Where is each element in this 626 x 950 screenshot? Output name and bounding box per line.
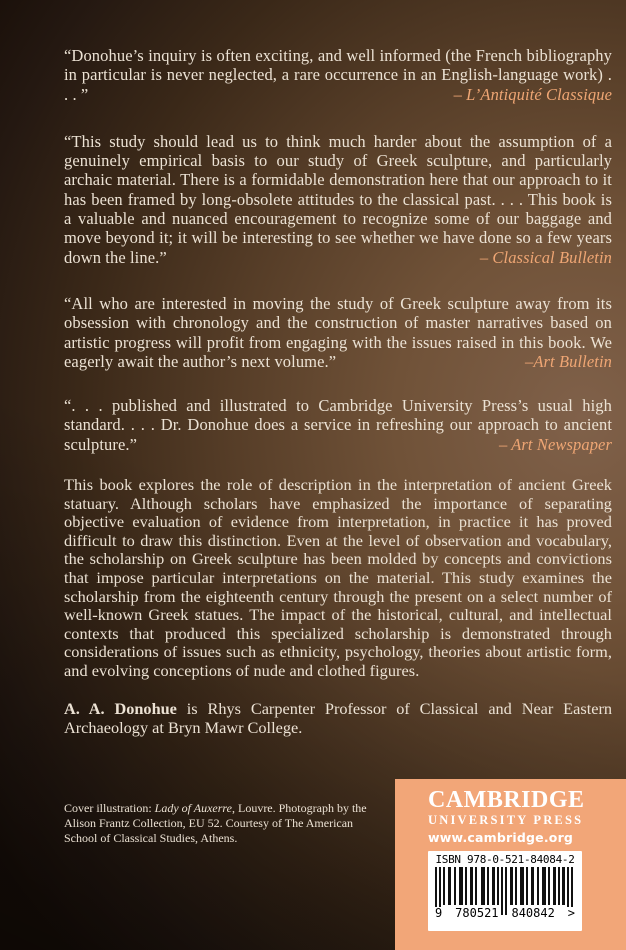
publisher-website: www.cambridge.org <box>428 830 574 845</box>
author-name: A. A. Donohue <box>64 698 177 718</box>
review-quote-3 <box>64 294 612 371</box>
back-cover-text-column <box>64 46 612 738</box>
publisher-panel <box>395 779 626 950</box>
quote-text: “All who are interested in moving the study of Greek sculpture away from its obsession with chronology and the construction of master narratives based on artistic progress will profit from engaging with the issues raised in this book. We eagerly await the author’s next volume.” <box>64 293 612 371</box>
quote-text: “This study should lead us to think much harder about the assumption of a genuinely empirical basis to our study of Greek sculpture, and particularly archaic material. There is a formidable demonstration here that our approach to it has been framed by long-obsolete attitudes to the classical past. . . . This book is a valuable and nuanced encouragement to recognize some of our baggage and move beyond it; it will be interesting to see whether we have done so a few years down the line.” <box>64 131 612 267</box>
credit-prefix: Cover illustration: <box>64 801 155 815</box>
quote-attribution: –Art Bulletin <box>525 351 612 371</box>
review-quote-2 <box>64 132 612 267</box>
quote-text: “Donohue’s inquiry is often exciting, and well informed (the French bibliography in particular is never neglected, a rare occurrence in an English-language work) . . . ” <box>64 46 612 104</box>
isbn-label: ISBN 978-0-521-84084-2 <box>435 853 575 866</box>
isbn-barcode-box <box>428 851 582 931</box>
book-description: This book explores the role of description in the interpretation of ancient Greek statuary. Although scholars have emphasized the importance of separating objective evaluation of evidence from interpretation, in practice it has proved difficult to draw this distinction. Even at the level of observation and vocabulary, the scholarship on Greek sculpture has been molded by concepts and convictions that impose particular interpretations on the material. This study examines the scholarship from the eighteenth century through the present on a select number of well-known Greek statues. The impact of the historical, cultural, and intellectual contexts that produced this specialized scholarship is demonstrated through considerations of issues such as ethnicity, psychology, theories about artistic form, and evolving conceptions of nude and clothed figures. <box>64 475 612 680</box>
university-press-wordmark: UNIVERSITY PRESS <box>428 813 584 827</box>
review-quote-1 <box>64 46 612 104</box>
credit-work-title: Lady of Auxerre <box>154 801 232 815</box>
cover-credit <box>64 801 374 846</box>
author-bio-text: is Rhys Carpenter Professor of Classical and Near Eastern Archaeology at Bryn Mawr College. <box>64 698 613 738</box>
ean-arrow: > <box>567 906 575 920</box>
cambridge-wordmark: CAMBRIDGE <box>428 787 585 813</box>
review-quote-4 <box>64 396 612 454</box>
ean-digit-lead: 9 <box>435 906 443 920</box>
ean-digits-left-group: 780521 <box>455 906 499 920</box>
quote-attribution: – Classical Bulletin <box>479 247 612 267</box>
credit-rest: , Louvre. Photograph by the Alison Frantz Collection, EU 52. Courtesy of The American School of Classical Studies, Athens. <box>64 801 367 845</box>
quote-attribution: – L’Antiquité Classique <box>453 84 612 104</box>
author-bio <box>64 699 612 738</box>
ean-digits-right-group: 840842 <box>511 906 555 920</box>
quote-text: “. . . published and illustrated to Cambridge University Press’s usual high standard. . . . Dr. Donohue does a service in refreshing our approach to ancient sculpture.” <box>64 396 612 454</box>
quote-attribution: – Art Newspaper <box>498 434 612 454</box>
